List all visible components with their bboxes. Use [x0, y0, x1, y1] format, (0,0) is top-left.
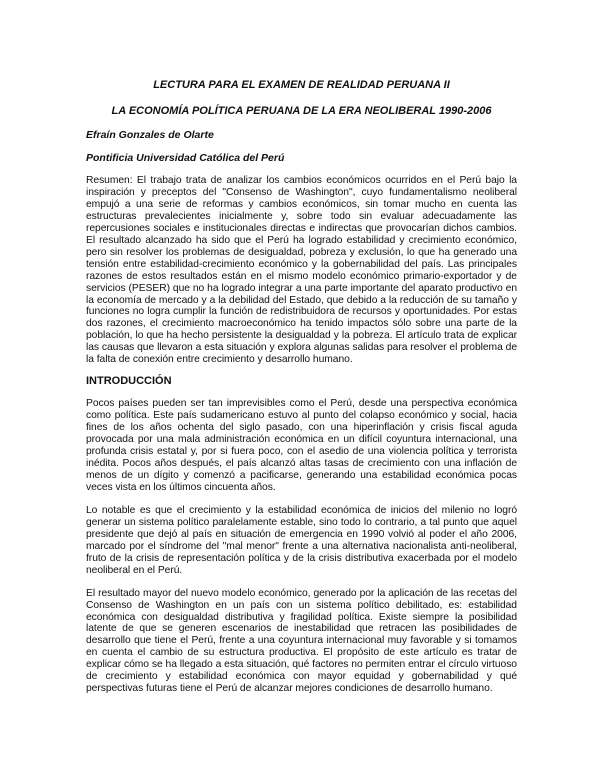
body-paragraph: Pocos países pueden ser tan imprevisibles como el Perú, desde una perspectiva económica como política. Este país sudamericano estuvo al punto del colapso económico y social, hacia fines de los años ochenta del siglo pasado, con una hiperinflación y crisis fiscal aguda provocada por una mala administración económica en un difícil coyuntura internacional, una profunda crisis estatal y, por si fuera poco, con el asedio de una violencia política y terrorista inédita. Pocos años después, el país alcanzó altas tasas de crecimiento con una inflación de menos de un dígito y comenzó a pacificarse, generando una estabilidad económica pocas veces vista en los últimos cincuenta años.: [86, 398, 517, 493]
document-page: [86, 78, 517, 695]
body-paragraph: El resultado mayor del nuevo modelo económico, generado por la aplicación de las recetas del Consenso de Washington en un país con un sistema político debilitado, es: estabilidad económica con desigualdad distributiva y fragilidad política. Existe siempre la posibilidad latente de que se generen escenarios de inestabilidad que retracen las posibilidades de desarrollo que tiene el Perú, frente a una coyuntura internacional muy favorable y si tomamos en cuenta el cambio de su estructura productiva. El propósito de este artículo es tratar de explicar cómo se ha llegado a esta situación, qué factores no permiten entrar el círculo virtuoso de crecimiento y estabilidad económica con mayor equidad y gobernabilidad y qué perspectivas futuras tiene el Perú de alcanzar mejores condiciones de desarrollo humano.: [86, 587, 517, 695]
abstract-paragraph: Resumen: El trabajo trata de analizar los cambios económicos ocurridos en el Perú bajo la inspiración y preceptos del "Consenso de Washington", cuyo fundamentalismo neoliberal empujó a una serie de reformas y cambios económicos, sin tomar mucho en cuenta las estructuras prevalecientes inicialmente y, sobre todo sin evaluar adecuadamente las repercusiones sociales e institucionales directas e indirectas que provocarían dichos cambios. El resultado alcanzado ha sido que el Perú ha logrado estabilidad y crecimiento económico, pero sin resolver los problemas de desigualdad, pobreza y exclusión, lo que ha generado una tensión entre estabilidad-crecimiento económico y la gobernabilidad del país. Las principales razones de estos resultados están en el mismo modelo económico primario-exportador y de servicios (PESER) que no ha logrado integrar a una parte importante del aparato productivo en la economía de mercado y a la debilidad del Estado, que debido a la reducción de su tamaño y funciones no logra cumplir la función de redistribuidora de recursos y oportunidades. Por estas dos razones, el crecimiento macroeconómico ha tenido impactos sólo sobre una parte de la población, lo que ha hecho persistente la desigualdad y la pobreza. El artículo trata de explicar las causas que llevaron a esta situación y explora algunas salidas para resolver el problema de la falta de conexión entre crecimiento y desarrollo humano.: [86, 175, 517, 366]
body-paragraph: Lo notable es que el crecimiento y la estabilidad económica de inicios del milenio no logró generar un sistema político paralelamente estable, sino todo lo contrario, a tal punto que aquel presidente que dejó al país en situación de emergencia en 1990 volvió al poder el año 2006, marcado por el síndrome del "mal menor" frente a una alternativa nacionalista anti-neoliberal, fruto de la crisis de representación política y de la crisis distributiva exacerbada por el modelo neoliberal en el Perú.: [86, 504, 517, 576]
document-title: LA ECONOMÍA POLÍTICA PERUANA DE LA ERA NEOLIBERAL 1990-2006: [111, 105, 492, 117]
document-header: LECTURA PARA EL EXAMEN DE REALIDAD PERUANA II: [153, 79, 450, 91]
author-name: Efraín Gonzales de Olarte: [86, 129, 214, 141]
author-affiliation: Pontificia Universidad Católica del Perú: [86, 152, 285, 164]
section-heading-introduccion: INTRODUCCIÓN: [86, 375, 172, 388]
